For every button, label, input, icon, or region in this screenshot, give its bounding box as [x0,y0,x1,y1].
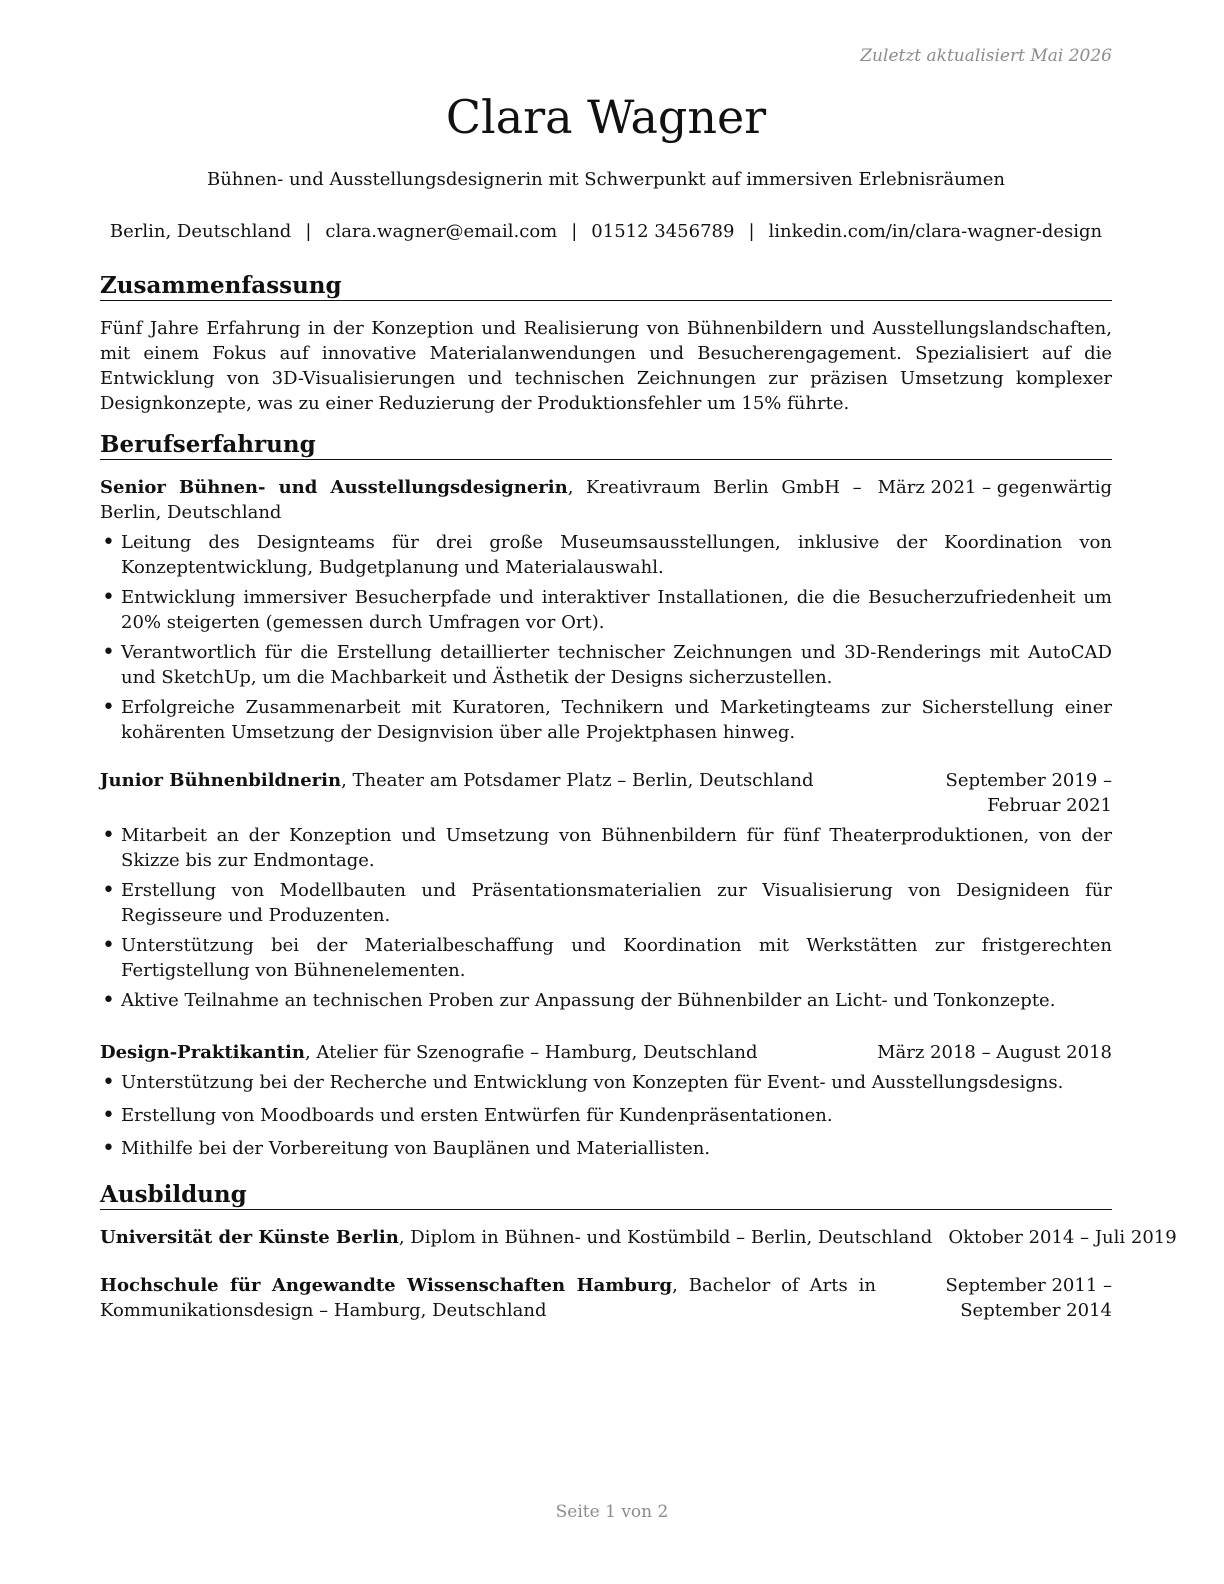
job-bullets [100,530,1112,745]
job-title: Junior Bühnenbildnerin [100,770,342,791]
job-bullet: • Verantwortlich für die Erstellung detaillierter technischer Zeichnungen und 3D-Renderings mit AutoCAD und SketchUp, um die Machbarkeit und Ästhetik der Designs sicherzustellen. [100,640,1112,690]
education-degree: , Bachelor of Arts in Kommunikationsdesign – Hamburg, Deutschland [100,1275,876,1321]
contact-line [100,219,1112,244]
job-entry [100,475,1112,745]
contact-separator: | [571,221,578,242]
education-school: Hochschule für Angewandte Wissenschaften Hamburg [100,1275,673,1296]
education-date: September 2011 – September 2014 [945,1275,1112,1321]
job-header [100,475,1112,525]
job-bullets [100,823,1112,1013]
job-bullet: • Erfolgreiche Zusammenarbeit mit Kuratoren, Technikern und Marketingteams zur Sicherstellung einer kohärenten Umsetzung der Designvision über alle Projektphasen hinweg. [100,695,1112,745]
education-title-line [100,1273,876,1323]
job-date: März 2021 – gegenwärtig [877,477,1112,498]
job-bullet: • Erstellung von Modellbauten und Präsentationsmaterialien zur Visualisierung von Designideen für Regisseure und Produzenten. [100,878,1112,928]
education-date: Oktober 2014 – Juli 2019 [948,1227,1177,1248]
job-header [100,768,1112,818]
summary-heading: Zusammenfassung [100,272,1112,301]
experience-heading: Berufserfahrung [100,431,1112,460]
education-section [100,1181,1177,1323]
job-title-line [100,768,856,793]
job-header [100,1040,1112,1065]
job-bullet: • Unterstützung bei der Recherche und Entwicklung von Konzepten für Event- und Ausstellungsdesigns. [100,1070,1112,1095]
education-title-line [100,1225,932,1250]
contact-linkedin[interactable]: linkedin.com/in/clara-wagner-design [768,221,1103,242]
summary-text: Fünf Jahre Erfahrung in der Konzeption und Realisierung von Bühnenbildern und Ausstellungslandschaften, mit einem Fokus auf innovative Materialanwendungen und Besucherengagement. Spezialisiert auf die Entwicklung von 3D-Visualisierungen und technischen Zeichnungen zur präzisen Umsetzung komplexer Designkonzepte, was zu einer Reduzierung der Produktionsfehler um 15% führte. [100,318,1112,414]
education-school: Universität der Künste Berlin [100,1227,399,1248]
job-bullets [100,1070,1112,1161]
education-degree: , Diplom in Bühnen- und Kostümbild – Berlin, Deutschland [398,1227,933,1248]
page-number: Seite 1 von 2 [555,1502,669,1522]
candidate-name: Clara Wagner [445,90,767,144]
job-entry [100,1040,1112,1161]
experience-section [100,431,1112,1161]
job-entry [100,768,1112,1013]
job-date: März 2018 – August 2018 [877,1042,1112,1063]
contact-phone: 01512 3456789 [591,221,735,242]
job-bullet: • Erstellung von Moodboards und ersten Entwürfen für Kundenpräsentationen. [100,1103,1112,1128]
contact-location: Berlin, Deutschland [109,221,292,242]
job-bullet: • Entwicklung immersiver Besucherpfade und interaktiver Installationen, die die Besucherzufriedenheit um 20% steigerten (gemessen durch Umfragen vor Ort). [100,585,1112,635]
job-title: Design-Praktikantin [100,1042,305,1063]
job-company: , Kreativraum Berlin GmbH – Berlin, Deutschland [100,477,862,523]
education-entry [100,1273,1112,1323]
job-title-line [100,475,862,525]
job-bullet: • Mitarbeit an der Konzeption und Umsetzung von Bühnenbildern für fünf Theaterproduktionen, von der Skizze bis zur Endmontage. [100,823,1112,873]
job-bullet: • Leitung des Designteams für drei große Museumsausstellungen, inklusive der Koordination von Konzeptentwicklung, Budgetplanung und Materialauswahl. [100,530,1112,580]
education-entry [100,1225,1177,1250]
job-company: , Theater am Potsdamer Platz – Berlin, Deutschland [341,770,814,791]
job-title-line [100,1040,861,1065]
tagline: Bühnen- und Ausstellungsdesignerin mit Schwerpunkt auf immersiven Erlebnisräumen [206,169,1006,190]
contact-separator: | [748,221,755,242]
job-bullet: • Mithilfe bei der Vorbereitung von Bauplänen und Materiallisten. [100,1136,1112,1161]
job-company: , Atelier für Szenografie – Hamburg, Deutschland [304,1042,758,1063]
job-date: September 2019 – Februar 2021 [945,770,1112,816]
last-updated: Zuletzt aktualisiert Mai 2026 [860,46,1112,66]
job-bullet: • Aktive Teilnahme an technischen Proben zur Anpassung der Bühnenbilder an Licht- und Tonkonzepte. [100,988,1112,1013]
summary-section [100,272,1112,416]
job-bullet: • Unterstützung bei der Materialbeschaffung und Koordination mit Werkstätten zur fristgerechten Fertigstellung von Bühnenelementen. [100,933,1112,983]
education-heading: Ausbildung [100,1181,1112,1210]
job-title: Senior Bühnen- und Ausstellungsdesignerin [100,477,568,498]
contact-email[interactable]: clara.wagner@email.com [325,221,558,242]
contact-separator: | [305,221,312,242]
